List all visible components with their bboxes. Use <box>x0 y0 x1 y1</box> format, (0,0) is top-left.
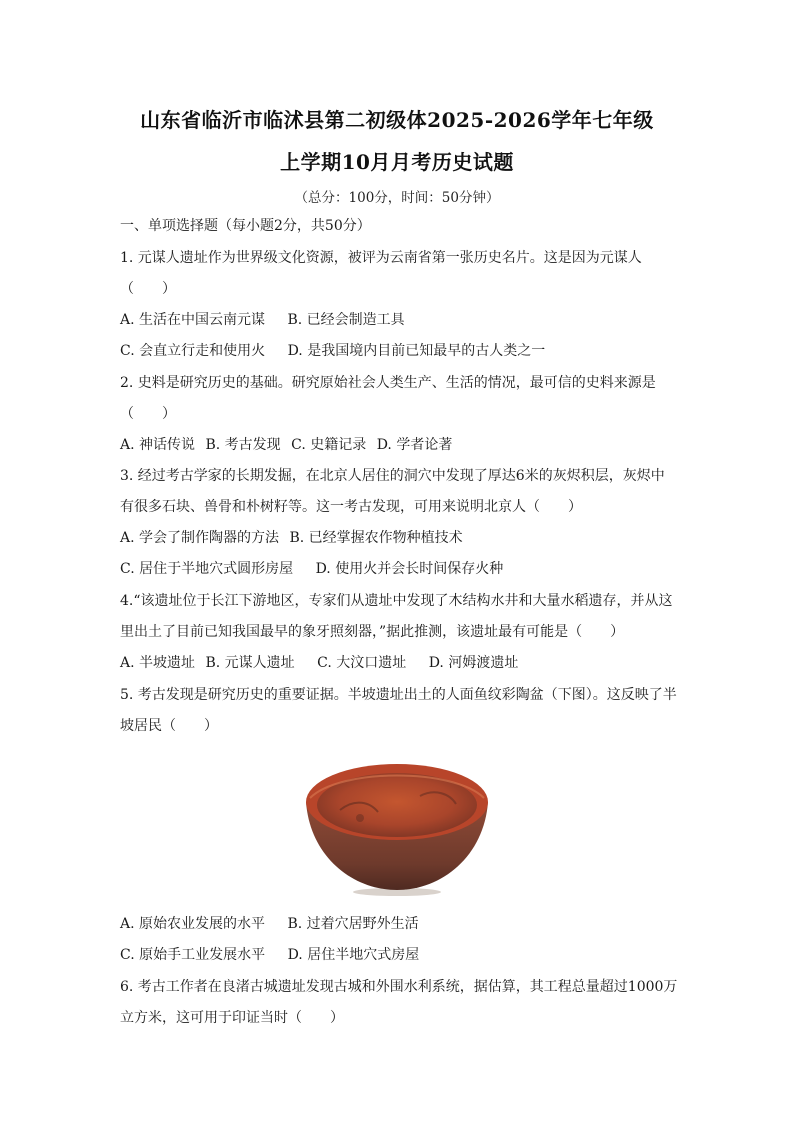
question-2-stem-cont: （ ） <box>120 406 176 422</box>
question-4-option-a[interactable]: A. 半坡遗址 <box>120 655 196 671</box>
question-3-option-c[interactable]: C. 居住于半地穴式圆形房屋 <box>120 561 294 577</box>
question-5-option-b[interactable]: B. 过着穴居野外生活 <box>287 916 419 932</box>
pottery-basin-image <box>300 758 494 898</box>
question-5-option-a[interactable]: A. 原始农业发展的水平 <box>120 916 266 932</box>
question-2-stem: 2. 史料是研究历史的基础。研究原始社会人类生产、生活的情况，最可信的史料来源是 <box>120 375 656 391</box>
question-6-stem-cont: 立方米，这可用于印证当时（ ） <box>120 1010 344 1026</box>
question-4-stem: 4.“该遗址位于长江下游地区，专家们从遗址中发现了木结构水井和大量水稻遗存，并从这 <box>120 593 673 609</box>
question-1-stem: 1. 元谋人遗址作为世界级文化资源，被评为云南省第一张历史名片。这是因为元谋人 <box>120 250 642 266</box>
question-3-option-a[interactable]: A. 学会了制作陶器的方法 <box>120 530 280 546</box>
question-1-stem-cont: （ ） <box>120 281 176 297</box>
question-3-options-row-1 <box>120 528 469 548</box>
question-5-stem-cont: 坡居民（ ） <box>120 718 218 734</box>
exam-meta: （总分：100分，时间：50分钟） <box>294 190 500 206</box>
section-heading: 一、单项选择题（每小题2分，共50分） <box>120 218 371 234</box>
question-4-option-b[interactable]: B. 元谋人遗址 <box>205 655 295 671</box>
question-1-option-d[interactable]: D. 是我国境内目前已知最早的古人类之一 <box>287 343 546 359</box>
question-3-option-d[interactable]: D. 使用火并会长时间保存火种 <box>315 561 504 577</box>
exam-title-line-2: 上学期10月月考历史试题 <box>280 150 514 174</box>
question-2-options-row <box>120 435 458 455</box>
question-1-options-row-1 <box>120 310 423 330</box>
question-5-options-row-2 <box>120 945 437 965</box>
question-3-stem-cont: 有很多石块、兽骨和朴树籽等。这一考古发现，可用来说明北京人（ ） <box>120 499 582 515</box>
question-5-options-row-1 <box>120 914 437 934</box>
painted-motif-dot <box>356 814 364 822</box>
question-3-options-row-2 <box>120 559 521 579</box>
question-2-option-a[interactable]: A. 神话传说 <box>120 437 196 453</box>
exam-title-line-1: 山东省临沂市临沭县第二初级体2025-2026学年七年级 <box>140 108 654 132</box>
question-3-option-b[interactable]: B. 已经掌握农作物种植技术 <box>289 530 463 546</box>
question-1-option-a[interactable]: A. 生活在中国云南元谋 <box>120 312 266 328</box>
painted-pottery-basin-figure <box>300 758 494 898</box>
question-2-option-c[interactable]: C. 史籍记录 <box>291 437 367 453</box>
question-4-option-d[interactable]: D. 河姆渡遗址 <box>428 655 519 671</box>
question-4-option-c[interactable]: C. 大汶口遗址 <box>317 655 407 671</box>
question-4-options-row <box>120 653 536 673</box>
question-6-stem: 6. 考古工作者在良渚古城遗址发现古城和外围水利系统，据估算，其工程总量超过1000万 <box>120 979 678 995</box>
question-2-option-d[interactable]: D. 学者论著 <box>376 437 453 453</box>
question-3-stem: 3. 经过考古学家的长期发掘，在北京人居住的洞穴中发现了厚达6米的灰烬积层，灰烬中 <box>120 468 665 484</box>
question-4-stem-cont: 里出土了目前已知我国最早的象牙照刻器，”据此推测，该遗址最有可能是（ ） <box>120 624 625 640</box>
question-1-options-row-2 <box>120 341 563 361</box>
question-5-stem: 5. 考古发现是研究历史的重要证据。半坡遗址出土的人面鱼纹彩陶盆（下图）。这反映了半 <box>120 687 677 703</box>
question-5-option-d[interactable]: D. 居住半地穴式房屋 <box>287 947 420 963</box>
question-1-option-b[interactable]: B. 已经会制造工具 <box>287 312 405 328</box>
question-1-option-c[interactable]: C. 会直立行走和使用火 <box>120 343 266 359</box>
question-2-option-b[interactable]: B. 考古发现 <box>205 437 281 453</box>
question-5-option-c[interactable]: C. 原始手工业发展水平 <box>120 947 266 963</box>
